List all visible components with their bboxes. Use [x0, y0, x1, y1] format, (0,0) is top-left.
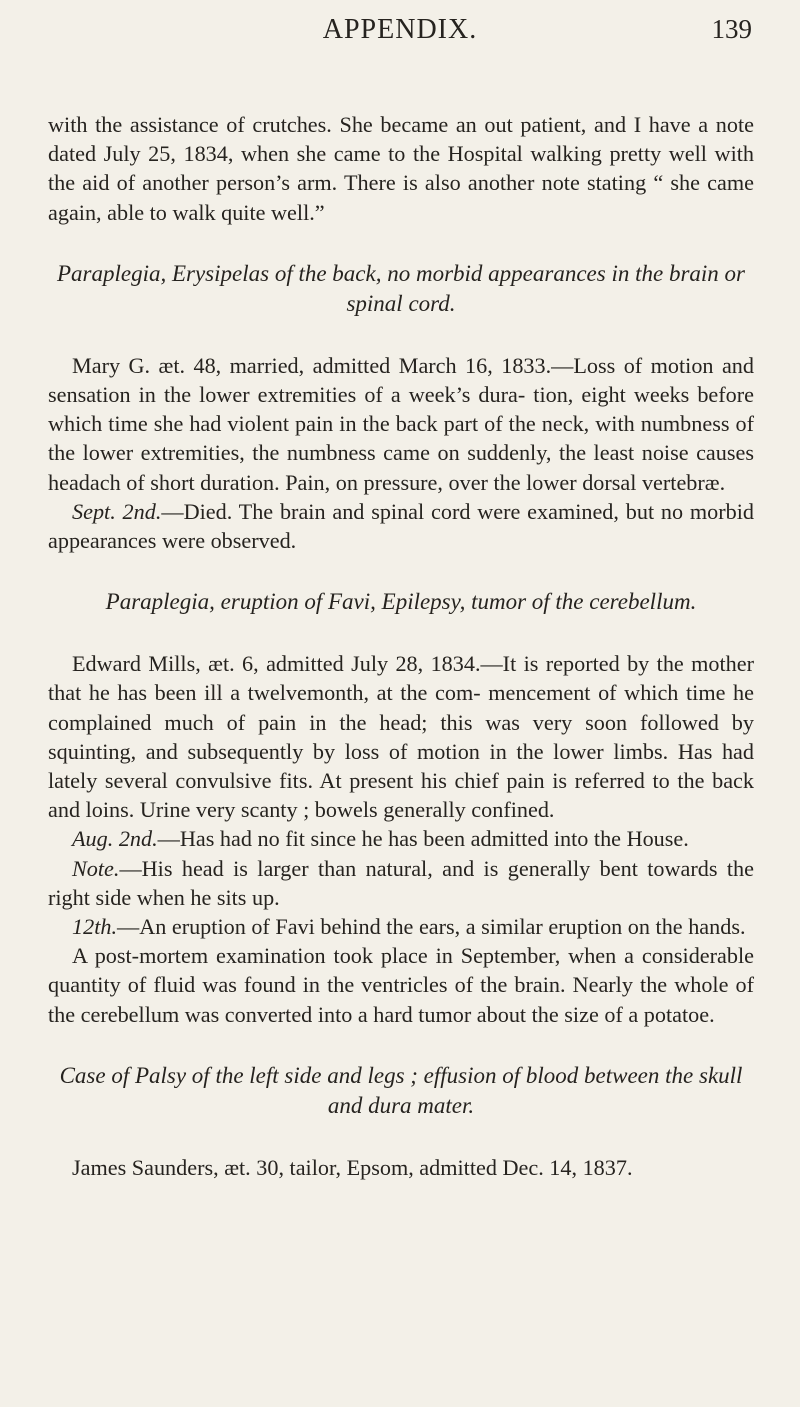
paragraph-edward-mills: Edward Mills, æt. 6, admitted July 28, 1834.—It is reported by the mother that he has been ill a twelvemonth, at the com- mencement of which time he complained much of pain in the head; this was very soon followed by squinting, and subsequently by loss of motion in the lower limbs. Has had lately several convulsive fits. At present his chief pain is referred to the back and loins. Urine very scanty ; bowels generally confined. — [48, 651, 754, 823]
case-heading-palsy: Case of Palsy of the left side and legs ; effusion of blood between the skull and dura mater. — [59, 1062, 743, 1118]
case-heading-paraplegia-erysipelas: Paraplegia, Erysipelas of the back, no morbid appearances in the brain or spinal cord. — [56, 260, 745, 316]
running-title: APPENDIX. — [322, 14, 478, 45]
paragraph-continuation: with the assistance of crutches. She became an out patient, and I have a note dated July 25, 1834, when she came to the Hospital walking pretty well with the aid of another person’s arm. There is also another note stating “ she came again, able to walk quite well.” — [48, 112, 754, 225]
paragraph-12th — [48, 912, 754, 941]
paragraph-12th-text: —An eruption of Favi behind the ears, a similar eruption on the hands. — [117, 914, 746, 940]
date-aug-2nd: Aug. 2nd. — [72, 826, 158, 852]
page-body — [48, 110, 754, 1182]
date-12th: 12th. — [72, 914, 117, 940]
paragraph-mary-g: Mary G. æt. 48, married, admitted March 16, 1833.—Loss of motion and sensation in the lower extremities of a week’s dura- tion, eight weeks before which time she had violent pain in the back part of the neck, with numbness of the lower extremities, the numbness came on suddenly, the least noise causes headach of short duration. Pain, on pressure, over the lower dorsal vertebræ. — [48, 352, 754, 495]
label-note: Note. — [72, 855, 120, 881]
paragraph-james-saunders: James Saunders, æt. 30, tailor, Epsom, admitted Dec. 14, 1837. — [72, 1154, 633, 1180]
page-number: 139 — [711, 14, 752, 44]
paragraph-note-text: —His head is larger than natural, and is generally bent towards the right side when he sits up. — [48, 855, 754, 910]
paragraph-sept-2nd-text: —Died. The brain and spinal cord were examined, but no morbid appearances were observed. — [48, 498, 754, 554]
paragraph-sept-2nd — [48, 497, 754, 555]
paragraph-note — [48, 854, 754, 912]
paragraph-aug-2nd-text: —Has had no fit since he has been admitted into the House. — [157, 826, 689, 852]
date-sept-2nd: Sept. 2nd. — [72, 498, 162, 524]
paragraph-post-mortem: A post-mortem examination took place in September, when a considerable quantity of fluid was found in the ventricles of the brain. Nearly the whole of the cerebellum was converted into a hard tumor about the size of a potatoe. — [48, 943, 754, 1027]
case-heading-favi-epilepsy: Paraplegia, eruption of Favi, Epilepsy, tumor of the cerebellum. — [105, 589, 697, 615]
paragraph-aug-2nd — [48, 824, 754, 853]
page-header — [0, 14, 800, 66]
